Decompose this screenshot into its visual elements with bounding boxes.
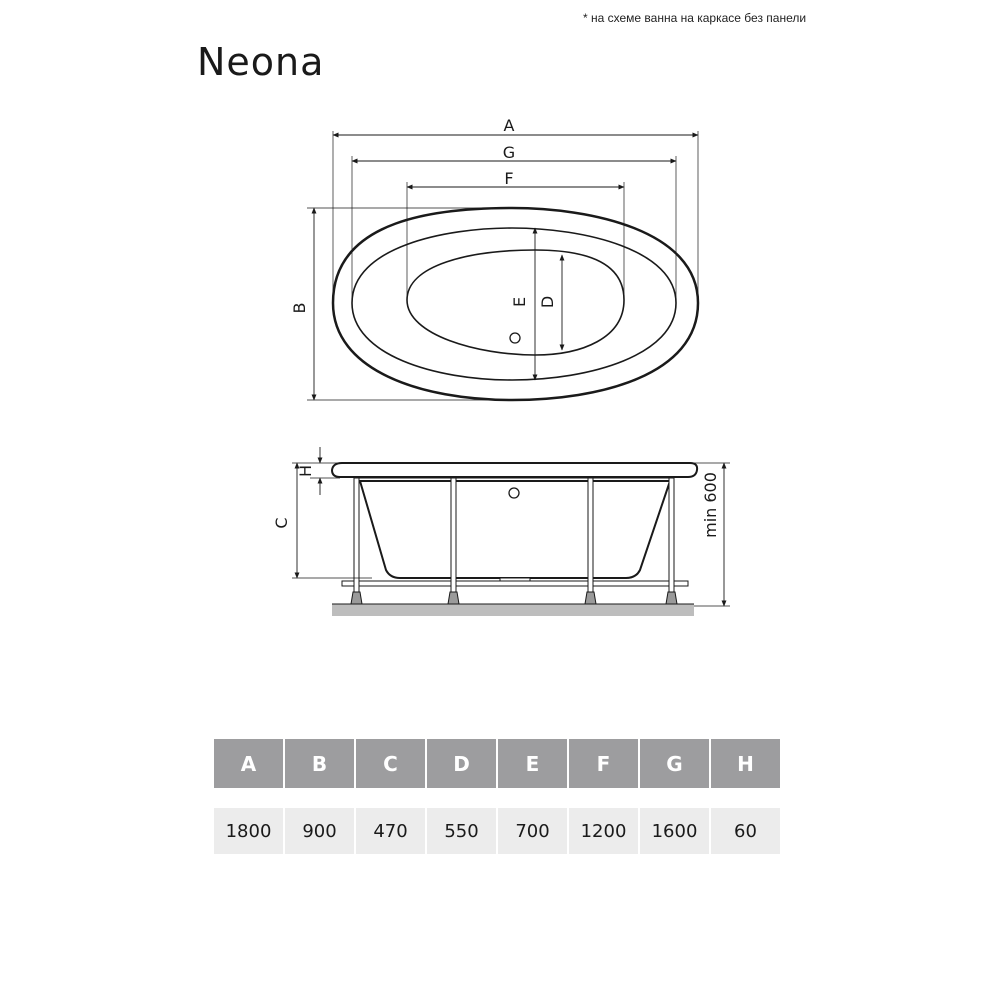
label-min-600: min 600 (701, 472, 720, 538)
label-c: C (272, 517, 291, 529)
rim (332, 463, 697, 477)
page-title: Neona (197, 40, 325, 84)
value-c: 470 (356, 808, 425, 854)
label-e: E (510, 296, 529, 308)
header-a: A (214, 739, 283, 788)
label-f: F (504, 169, 514, 188)
header-b: B (285, 739, 354, 788)
header-e: E (498, 739, 567, 788)
header-g: G (640, 739, 709, 788)
header-h: H (711, 739, 780, 788)
header-d: D (427, 739, 496, 788)
value-h: 60 (711, 808, 780, 854)
drain-circle (510, 333, 520, 343)
value-a: 1800 (214, 808, 283, 854)
label-b: B (290, 302, 309, 314)
footnote: * на схеме ванна на каркасе без панели (583, 11, 807, 25)
label-h: H (296, 464, 315, 478)
label-a: A (503, 116, 515, 135)
value-e: 700 (498, 808, 567, 854)
top-view (307, 131, 698, 400)
value-f: 1200 (569, 808, 638, 854)
label-g: G (502, 143, 516, 162)
side-view (292, 447, 730, 616)
header-c: C (356, 739, 425, 788)
frame-rail (342, 581, 688, 586)
value-b: 900 (285, 808, 354, 854)
floor (332, 604, 694, 616)
value-g: 1600 (640, 808, 709, 854)
shell (360, 481, 670, 578)
value-d: 550 (427, 808, 496, 854)
table-header-row (214, 739, 780, 788)
table-value-row (214, 808, 780, 854)
label-d: D (538, 295, 557, 309)
dimensions-table (212, 739, 782, 854)
header-f: F (569, 739, 638, 788)
